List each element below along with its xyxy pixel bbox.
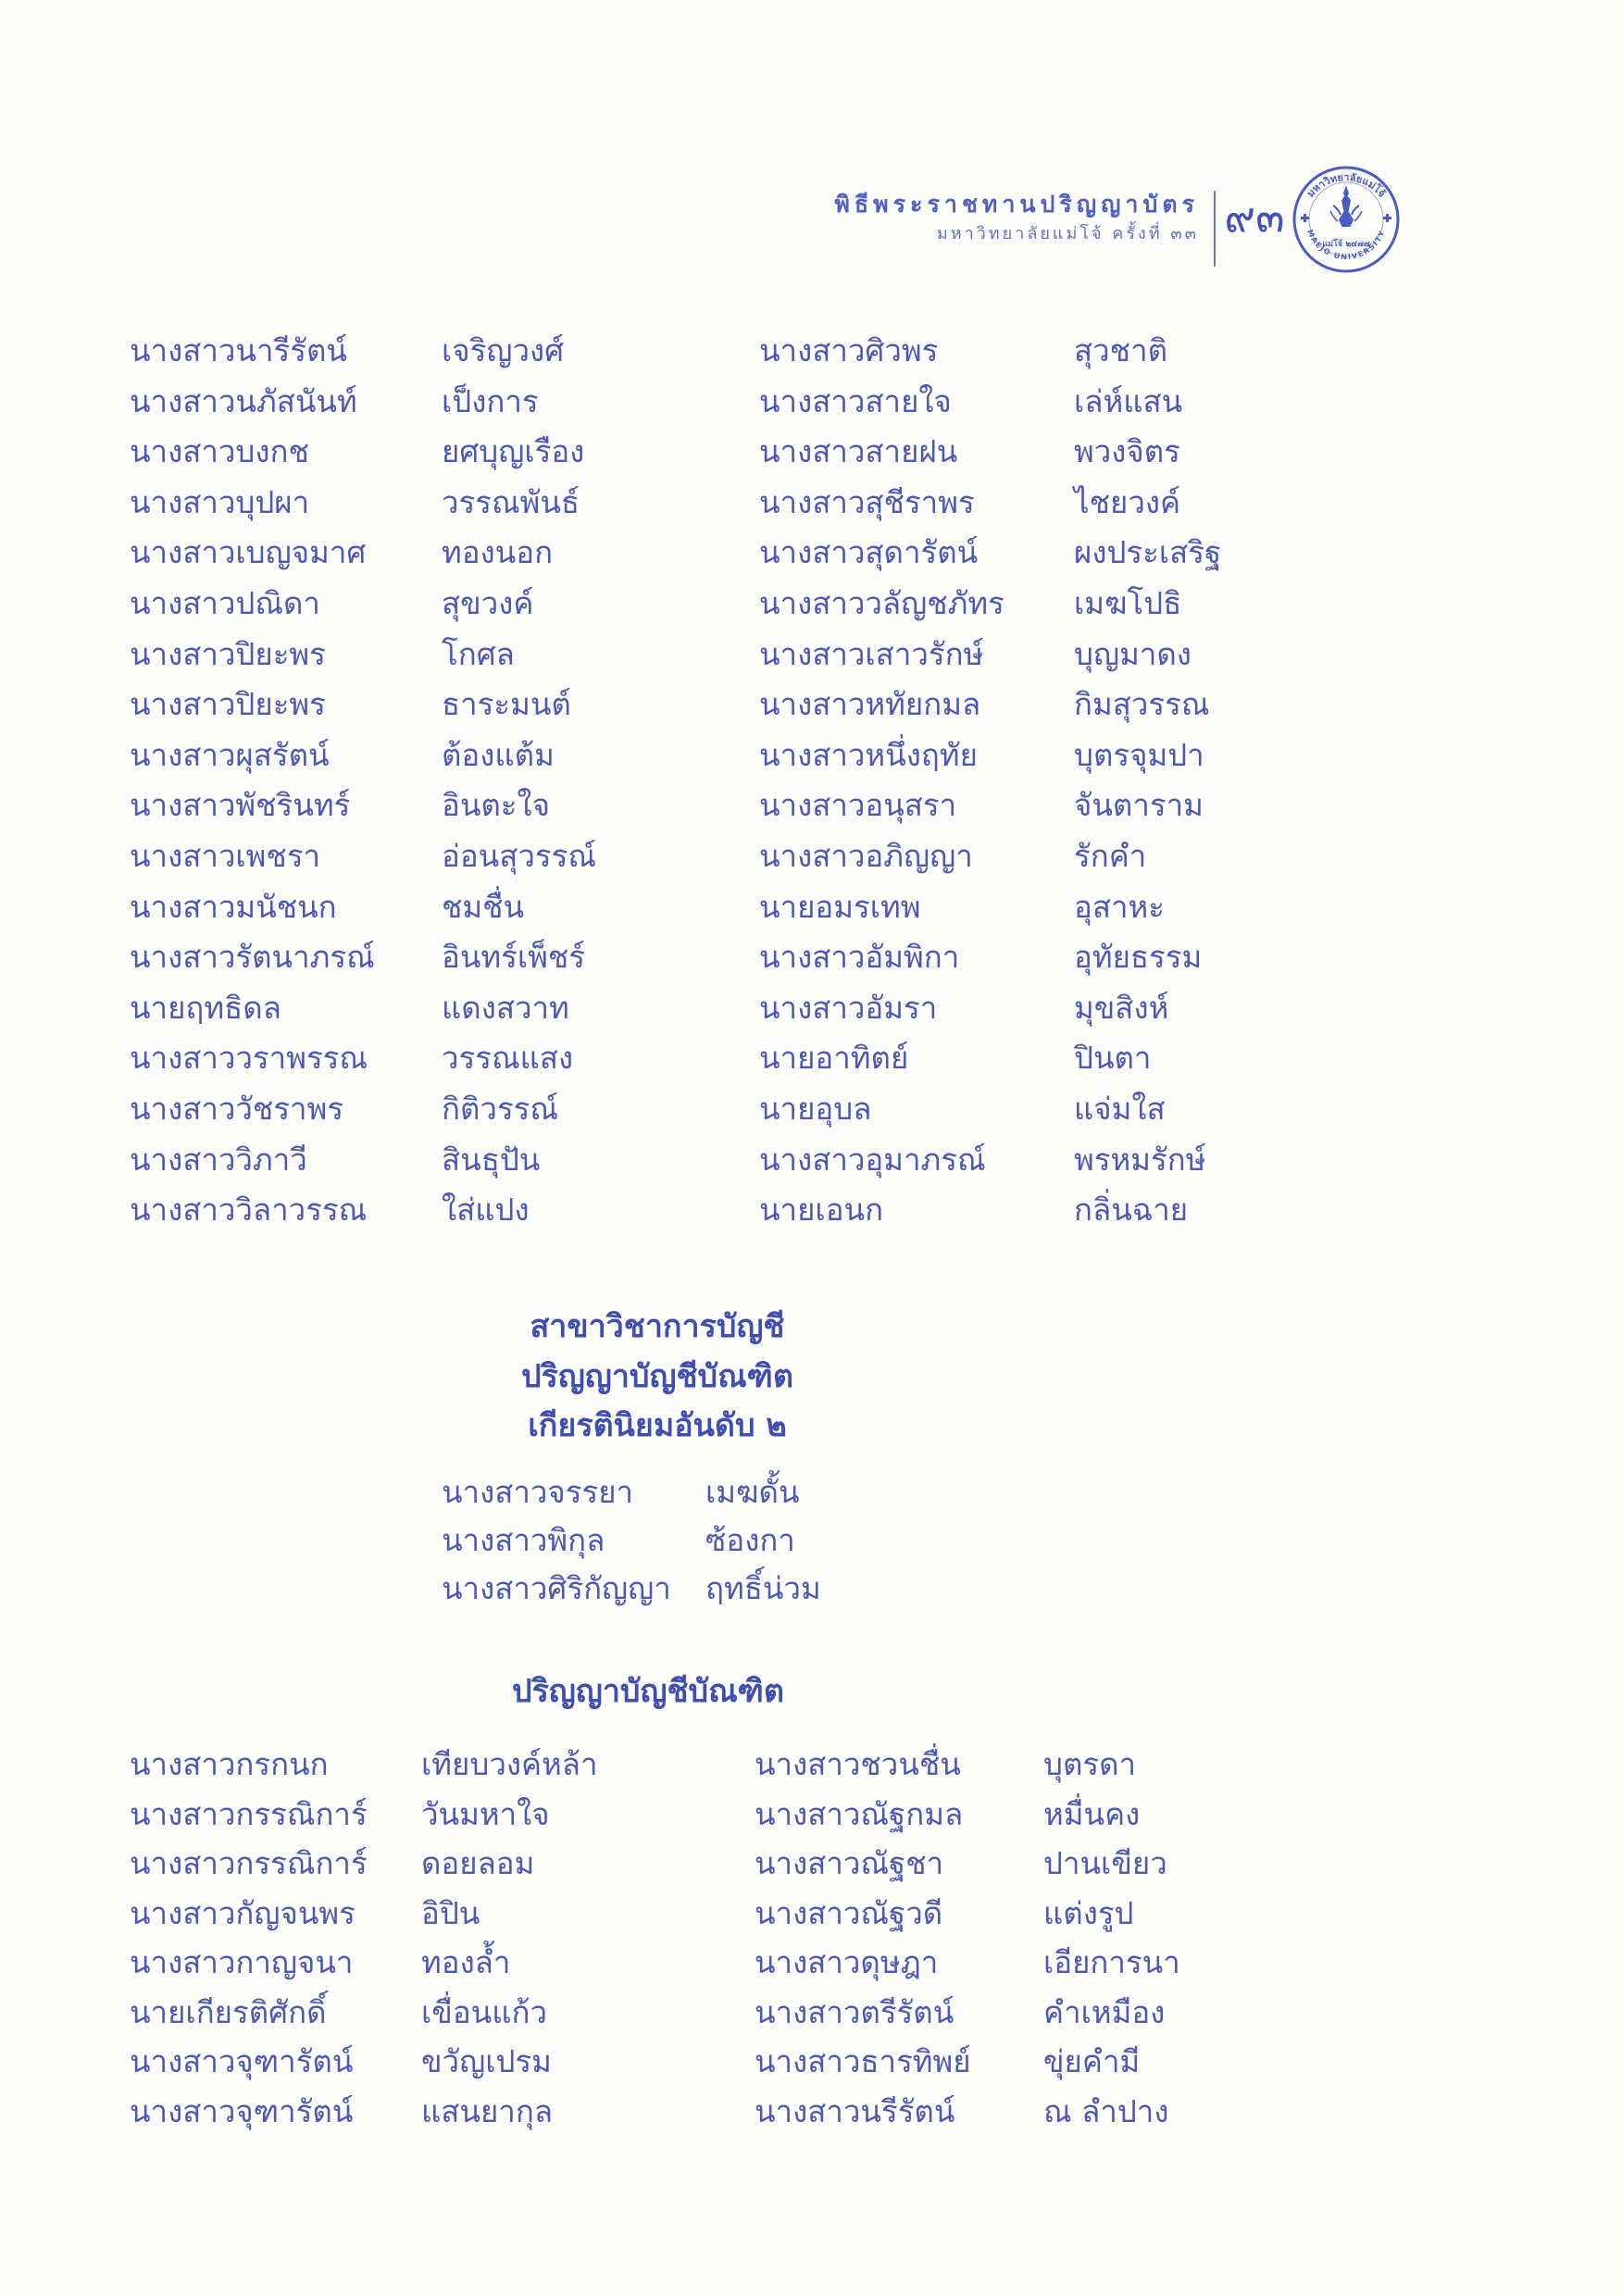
honors-graduate-list <box>442 1468 821 1613</box>
surname: กิมสุวรรณ <box>1074 686 1210 723</box>
given-name: นางสาวอัมรา <box>759 989 938 1026</box>
seal-center-text: แม่โจ้ ๒๔๗๗ <box>1322 240 1370 249</box>
surname: เขื่อนแก้ว <box>421 1993 547 2030</box>
graduate-row <box>130 831 1221 882</box>
degree-title: ปริญญาบัญชีบัณฑิต <box>521 1357 793 1395</box>
graduate-row <box>442 1565 821 1613</box>
given-name: นางสาวกรกนก <box>130 1746 329 1782</box>
graduate-row <box>130 579 1221 630</box>
given-name: นางสาวนารีรัตน์ <box>130 332 347 368</box>
given-name: นางสาวพัชรินทร์ <box>130 787 351 824</box>
given-name: นางสาวบงกช <box>130 433 309 470</box>
surname: วรรณพันธ์ <box>442 483 580 520</box>
graduate-row <box>130 1790 1180 1840</box>
surname: แสนยากุล <box>421 2092 554 2129</box>
graduate-row <box>130 1938 1180 1988</box>
given-name: นางสาวอนุสรา <box>759 787 957 824</box>
graduate-row <box>130 2087 1180 2137</box>
given-name: นางสาวธารทิพย์ <box>755 2043 971 2079</box>
given-name: นายอมรเทพ <box>759 888 921 925</box>
degree-section-heading: ปริญญาบัญชีบัณฑิต <box>512 1673 784 1710</box>
given-name: นางสาวปิยะพร <box>130 686 326 723</box>
surname: พวงจิตร <box>1074 433 1180 470</box>
surname: พรหมรักษ์ <box>1074 1141 1206 1178</box>
given-name: นางสาวผุสรัตน์ <box>130 736 330 773</box>
given-name: นายอาทิตย์ <box>759 1040 909 1077</box>
given-name: นางสาวเสาวรักษ์ <box>759 635 984 672</box>
given-name: นางสาวกัญจนพร <box>130 1894 356 1931</box>
surname: บุตรดา <box>1043 1746 1137 1782</box>
graduate-row <box>130 1889 1180 1939</box>
given-name: นางสาวจุฑารัตน์ <box>130 2092 354 2129</box>
given-name: นางสาวกรรณิการ์ <box>130 1845 368 1881</box>
surname: ณ ลำปาง <box>1043 2092 1169 2129</box>
surname: ดอยลอม <box>421 1845 535 1881</box>
graduate-row <box>130 377 1221 428</box>
graduate-list-upper <box>130 326 1221 1236</box>
surname: หมื่นคง <box>1043 1795 1141 1832</box>
given-name: นางสาวตรีรัตน์ <box>755 1993 954 2030</box>
given-name: นายเอนก <box>759 1192 884 1229</box>
surname: เมฆดั้น <box>705 1474 800 1510</box>
graduate-row <box>130 730 1221 781</box>
surname: อิปิน <box>421 1894 480 1931</box>
surname: ทองล้ำ <box>421 1944 511 1980</box>
surname: อุทัยธรรม <box>1074 939 1203 976</box>
given-name: นางสาวจุฑารัตน์ <box>130 2043 354 2079</box>
graduate-row <box>130 528 1221 579</box>
given-name: นางสาวณัฐกมล <box>755 1795 964 1832</box>
surname: กิติวรรณ์ <box>442 1090 559 1127</box>
surname: แดงสวาท <box>442 989 569 1026</box>
given-name: นางสาวเบญจมาศ <box>130 534 367 571</box>
given-name: นางสาวปณิดา <box>130 584 320 621</box>
given-name: นางสาวจรรยา <box>442 1474 634 1510</box>
graduate-row <box>130 1185 1221 1236</box>
surname: บุตรจุมปา <box>1074 736 1204 773</box>
major-title: สาขาวิชาการบัญชี <box>530 1308 785 1345</box>
given-name: นางสาวศิวพร <box>759 332 939 368</box>
seal-deity-icon <box>1330 187 1362 227</box>
surname: เป็งการ <box>442 382 539 419</box>
given-name: นายฤทธิดล <box>130 989 281 1026</box>
surname: เล่ห์แสน <box>1074 382 1183 419</box>
surname: เจริญวงศ์ <box>442 332 565 368</box>
graduate-row <box>130 680 1221 730</box>
given-name: นางสาวอัมพิกา <box>759 939 960 976</box>
surname: อินตะใจ <box>442 787 550 824</box>
graduate-row <box>442 1516 821 1565</box>
page-number: ๙๓ <box>1224 192 1285 242</box>
surname: ปานเขียว <box>1043 1845 1167 1881</box>
graduate-list-lower <box>130 1740 1180 2136</box>
surname: แต่งรูป <box>1043 1894 1134 1931</box>
graduate-row <box>130 780 1221 831</box>
honors-title: เกียรตินิยมอันดับ ๒ <box>528 1407 787 1444</box>
given-name: นายเกียรติศักดิ์ <box>130 1993 327 2030</box>
header-text-block <box>834 189 1199 246</box>
given-name: นางสาวบุปผา <box>130 483 310 520</box>
surname: ฤทธิ์น่วม <box>705 1570 821 1606</box>
surname: วรรณแสง <box>442 1040 574 1077</box>
surname: สุวชาติ <box>1074 332 1168 368</box>
given-name: นางสาวศิริกัญญา <box>442 1570 671 1606</box>
graduate-row <box>130 1740 1180 1790</box>
surname: ยศบุญเรือง <box>442 433 585 470</box>
surname: ธาระมนต์ <box>442 686 571 723</box>
surname: เอียการนา <box>1043 1944 1180 1980</box>
surname: คำเหมือง <box>1043 1993 1166 2030</box>
graduate-row <box>130 630 1221 680</box>
given-name: นางสาวสุดารัตน์ <box>759 534 979 571</box>
surname: อินทร์เพ็ชร์ <box>442 939 586 976</box>
graduate-row <box>442 1468 821 1516</box>
given-name: นางสาวเพชรา <box>130 837 321 874</box>
graduate-row <box>130 1033 1221 1084</box>
seal-cross-right-icon <box>1383 214 1391 222</box>
given-name: นางสาวกรรณิการ์ <box>130 1795 368 1832</box>
surname: ซ้องกา <box>705 1522 795 1558</box>
given-name: นางสาวณัฐวดี <box>755 1894 943 1931</box>
university-subtitle: มหาวิทยาลัยแม่โจ้ ครั้งที่ ๓๓ <box>936 224 1199 243</box>
seal-cross-left-icon <box>1301 214 1309 222</box>
given-name: นางสาวกาญจนา <box>130 1944 354 1980</box>
given-name: นางสาววิภาวี <box>130 1141 307 1178</box>
surname: จันตาราม <box>1074 787 1204 824</box>
given-name: นางสาวสายฝน <box>759 433 958 470</box>
graduate-row <box>130 2037 1180 2087</box>
graduate-row <box>130 1084 1221 1135</box>
given-name: นางสาวหนึ่งฤทัย <box>759 736 978 773</box>
surname: สุขวงค์ <box>442 584 534 621</box>
given-name: นางสาวพิกุล <box>442 1522 605 1558</box>
surname: ต้องแต้ม <box>442 736 555 773</box>
surname: ปินตา <box>1074 1040 1152 1077</box>
graduate-row <box>130 478 1221 529</box>
ceremony-title: พิธีพระราชทานปริญญาบัตร <box>834 191 1199 218</box>
graduate-row <box>130 882 1221 933</box>
given-name: นางสาวอุมาภรณ์ <box>759 1141 986 1178</box>
graduate-row <box>130 983 1221 1034</box>
given-name: นางสาวชวนชื่น <box>755 1746 961 1782</box>
given-name: นางสาววิลาวรรณ <box>130 1192 368 1229</box>
section-heading-block <box>0 1303 1315 1452</box>
surname: เมฆโปธิ <box>1074 584 1182 621</box>
surname: อุสาหะ <box>1074 888 1165 925</box>
surname: ไชยวงค์ <box>1074 483 1181 520</box>
surname: วันมหาใจ <box>421 1795 550 1832</box>
surname: ใส่แปง <box>442 1192 530 1229</box>
given-name: นางสาวดุษฎา <box>755 1944 939 1980</box>
given-name: นางสาววราพรรณ <box>130 1040 368 1077</box>
given-name: นายอุบล <box>759 1090 872 1127</box>
graduate-row <box>130 427 1221 478</box>
given-name: นางสาวนภัสนันท์ <box>130 382 357 419</box>
graduate-row <box>130 1988 1180 2038</box>
surname: ขุ่ยคำมี <box>1043 2043 1141 2079</box>
given-name: นางสาวอภิญญา <box>759 837 973 874</box>
seal-bottom-text: MAEJO UNIVERSITY <box>1305 228 1387 262</box>
given-name: นางสาวนรีรัตน์ <box>755 2092 955 2129</box>
surname: ทองนอก <box>442 534 554 571</box>
surname: ชมชื่น <box>442 888 525 925</box>
given-name: นางสาวรัตนาภรณ์ <box>130 939 375 976</box>
surname: กลิ่นฉาย <box>1074 1192 1189 1229</box>
surname: รักคำ <box>1074 837 1147 874</box>
given-name: นางสาวสุชีราพร <box>759 483 975 520</box>
given-name: นางสาววัชราพร <box>130 1090 344 1127</box>
given-name: นางสาวหทัยกมล <box>759 686 981 723</box>
given-name: นางสาวสายใจ <box>759 382 952 419</box>
surname: สินธุปัน <box>442 1141 541 1178</box>
university-seal-icon <box>1290 163 1403 276</box>
graduate-row <box>130 326 1221 377</box>
surname: ผงประเสริฐ <box>1074 534 1222 571</box>
header-divider <box>1214 191 1216 267</box>
graduate-row <box>130 932 1221 983</box>
given-name: นางสาวปิยะพร <box>130 635 326 672</box>
surname: เทียบวงค์หล้า <box>421 1746 598 1782</box>
surname: ขวัญเปรม <box>421 2043 552 2079</box>
surname: โกศล <box>442 635 515 672</box>
surname: บุญมาดง <box>1074 635 1192 672</box>
surname: อ่อนสุวรรณ์ <box>442 837 596 874</box>
given-name: นางสาวณัฐชา <box>755 1845 944 1881</box>
graduate-row <box>130 1839 1180 1889</box>
seal-top-text: มหาวิทยาลัยแม่โจ้ <box>1304 170 1389 200</box>
given-name: นางสาวมนัชนก <box>130 888 337 925</box>
graduate-row <box>130 1135 1221 1186</box>
surname: มุขสิงห์ <box>1074 989 1169 1026</box>
surname: แจ่มใส <box>1074 1090 1166 1127</box>
given-name: นางสาววลัญชภัทร <box>759 584 1004 621</box>
